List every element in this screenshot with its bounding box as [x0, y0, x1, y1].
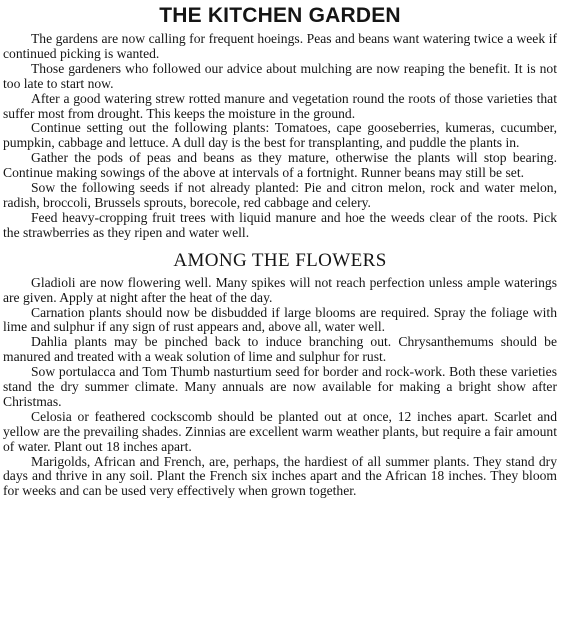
kitchen-garden-heading: THE KITCHEN GARDEN	[159, 4, 401, 27]
flowers-paragraph: Celosia or feathered cockscomb should be planted out at once, 12 inches apart. Scarlet and yellow are the prevailing shades. Zinnias are excellent warm weather plants, but require a fair amount of water. Plant out 18 inches apart.	[3, 408, 557, 454]
flowers-paragraph: Gladioli are now flowering well. Many spikes will not reach perfection unless ample waterings are given. Apply at night after the heat of the day.	[3, 274, 557, 305]
kitchen-paragraph: After a good watering strew rotted manure and vegetation round the roots of those varieties that suffer most from drought. This keeps the moisture in the ground.	[3, 90, 557, 121]
kitchen-garden-article	[3, 32, 557, 241]
flowers-paragraph: Carnation plants should now be disbudded if large blooms are required. Spray the foliage with lime and sulphur if any sign of rust appears and, above all, water well.	[3, 304, 557, 335]
among-the-flowers-heading: AMONG THE FLOWERS	[173, 249, 387, 271]
among-the-flowers-article	[3, 276, 557, 500]
flowers-paragraph: Sow portulacca and Tom Thumb nasturtium seed for border and rock-work. Both these varieties stand the dry summer climate. Many annuals are now available for making a bright show after Christmas.	[3, 364, 557, 409]
kitchen-paragraph: Continue setting out the following plants: Tomatoes, cape gooseberries, kumeras, cucumber, pumpkin, cabbage and lettuce. A dull day is the best for transplanting, and puddle the plants in.	[3, 120, 557, 151]
kitchen-paragraph: The gardens are now calling for frequent hoeings. Peas and beans want watering twice a week if continued picking is wanted.	[3, 31, 557, 61]
kitchen-paragraph: Those gardeners who followed our advice about mulching are now reaping the benefit. It is not too late to start now.	[3, 60, 557, 91]
kitchen-paragraph: Feed heavy-cropping fruit trees with liquid manure and hoe the weeds clear of the roots. Pick the strawberries as they ripen and water well.	[3, 209, 557, 240]
flowers-paragraph: Dahlia plants may be pinched back to induce branching out. Chrysanthemums should be manured and treated with a weak solution of lime and sulphur for rust.	[3, 334, 557, 365]
kitchen-paragraph: Sow the following seeds if not already planted: Pie and citron melon, rock and water melon, radish, broccoli, Brussels sprouts, borecole, red cabbage and celery.	[3, 180, 557, 210]
kitchen-paragraph: Gather the pods of peas and beans as they mature, otherwise the plants will stop bearing. Continue making sowings of the above at intervals of a fortnight. Runner beans may still be set.	[3, 150, 557, 181]
flowers-paragraph: Marigolds, African and French, are, perhaps, the hardiest of all summer plants. They stand dry days and thrive in any soil. Plant the French six inches apart and the African 18 inches. They bloom for weeks and can be used very effectively when grown together.	[3, 453, 557, 499]
